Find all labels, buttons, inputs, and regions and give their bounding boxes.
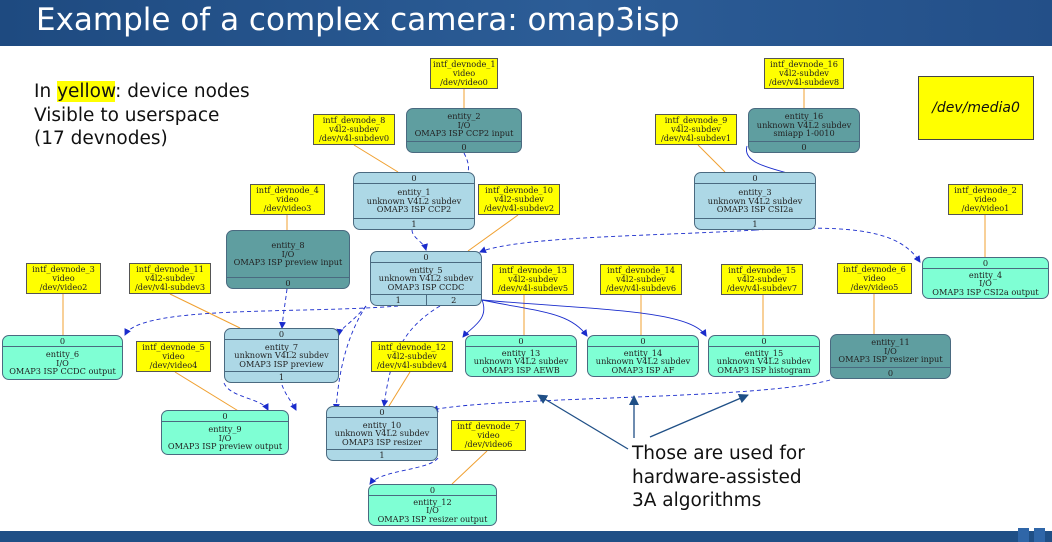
interface-label: /dev/v4l-subdev7 — [726, 283, 798, 293]
input-pads — [709, 336, 819, 347]
interface-label: intf_devnode_14 — [607, 265, 675, 275]
interface-node-intf9 — [655, 114, 737, 145]
interface-label: intf_devnode_5 — [142, 342, 205, 352]
entity-label: I/O — [979, 278, 992, 289]
interface-label: /dev/v4l-subdev1 — [660, 133, 732, 143]
interface-label: v4l2-subdev — [329, 124, 379, 134]
interface-label: intf_devnode_8 — [322, 115, 386, 125]
input-pads — [3, 336, 122, 347]
interface-label: intf_devnode_16 — [770, 59, 838, 69]
entity-label: OMAP3 ISP AF — [611, 364, 675, 375]
pad-label: 1 — [752, 219, 758, 229]
bottom-bar — [0, 531, 1052, 542]
intf-link — [354, 145, 398, 172]
data-link — [282, 385, 296, 410]
entity-body — [371, 263, 481, 294]
entity-label: OMAP3 ISP histogram — [717, 364, 811, 375]
interface-label: /dev/video5 — [850, 282, 899, 292]
pad-label: 0 — [640, 336, 646, 346]
intf-link — [389, 372, 410, 406]
interface-node-intf11 — [129, 263, 211, 294]
interface-label: intf_devnode_11 — [136, 264, 204, 274]
interface-node-intf15 — [721, 264, 803, 295]
pad-label: 0 — [887, 368, 894, 378]
pad-label: 0 — [222, 411, 228, 421]
interface-label: /dev/video4 — [149, 360, 198, 370]
entity-body — [831, 335, 950, 367]
interface-label: /dev/v4l-subdev2 — [483, 203, 555, 213]
output-pads — [354, 218, 474, 229]
intf-link — [452, 451, 487, 484]
interface-label: /dev/video1 — [961, 203, 1010, 213]
interface-node-intf6 — [837, 263, 912, 294]
pad-label: 0 — [429, 485, 436, 495]
interface-label: intf_devnode_4 — [256, 185, 319, 195]
interface-node-intf10 — [478, 184, 560, 215]
input-pads — [354, 173, 474, 184]
entity-label: OMAP3 ISP resizer input — [838, 354, 943, 365]
entity-body — [709, 347, 819, 376]
entity-body — [749, 109, 859, 141]
entity-body — [162, 422, 288, 454]
interface-label: v4l2-subdev — [494, 194, 544, 204]
interface-label: /dev/video3 — [263, 203, 312, 213]
input-pads — [466, 336, 576, 347]
entity-label: OMAP3 ISP preview input — [233, 257, 343, 268]
interface-label: v4l2-subdev — [508, 274, 558, 284]
interface-node-intf16 — [764, 58, 844, 89]
interface-label: intf_devnode_10 — [485, 185, 553, 195]
interface-label: intf_devnode_9 — [664, 115, 728, 125]
entity-node-e9 — [161, 410, 289, 455]
interface-node-intf7 — [451, 420, 526, 451]
intf-link — [468, 215, 518, 251]
entity-label: unknown V4L2 subdev — [756, 119, 852, 130]
pad-label: 0 — [285, 278, 291, 288]
intf-link — [170, 294, 240, 328]
interface-label: video — [276, 194, 299, 204]
annotation-text — [632, 442, 805, 513]
entity-node-e13 — [465, 335, 577, 377]
entity-label: OMAP3 ISP CSI2a output — [932, 286, 1039, 297]
interface-label: /dev/video0 — [440, 77, 488, 87]
entity-node-e15 — [708, 335, 820, 377]
entity-label: unknown V4L2 subdev — [366, 195, 462, 206]
pad-label: 0 — [278, 329, 285, 339]
interface-label: video — [477, 430, 500, 440]
entity-body — [354, 184, 474, 218]
entity-label: entity_6 — [45, 349, 80, 360]
interface-label: intf_devnode_12 — [378, 342, 446, 352]
media-device-node: /dev/media0 — [918, 76, 1034, 140]
entity-label: OMAP3 ISP preview output — [167, 441, 283, 452]
pad-label: 0 — [752, 173, 758, 183]
data-link — [282, 289, 287, 328]
output-pads — [407, 141, 521, 152]
input-pads — [327, 407, 437, 418]
entity-node-e4 — [922, 257, 1049, 299]
interface-label: v4l2-subdev — [779, 68, 829, 78]
input-pads — [695, 173, 815, 184]
annotation-arrows — [538, 395, 748, 449]
pad-label: 1 — [379, 450, 385, 460]
interface-node-intf8 — [313, 114, 395, 145]
entity-node-e5 — [370, 251, 482, 306]
entity-body — [588, 347, 698, 376]
interface-label: intf_devnode_2 — [954, 185, 1017, 195]
output-pads — [831, 367, 950, 378]
data-link — [482, 300, 706, 336]
entity-label: entity_13 — [501, 347, 541, 358]
input-pads — [371, 252, 481, 263]
interface-label: video — [52, 273, 75, 283]
input-pads — [162, 411, 288, 422]
entity-label: OMAP3 ISP resizer output — [377, 513, 488, 524]
interface-label: /dev/v4l-subdev4 — [376, 360, 448, 370]
input-pads — [923, 258, 1048, 269]
entity-node-e14 — [587, 335, 699, 377]
entity-label: entity_7 — [264, 341, 299, 352]
annotation-arrow — [538, 395, 628, 449]
interface-label: intf_devnode_6 — [843, 264, 906, 274]
entity-node-e6 — [2, 335, 123, 380]
interface-label: /dev/v4l-subdev3 — [134, 282, 206, 292]
entity-body — [466, 347, 576, 376]
entity-label: unknown V4L2 subdev — [234, 350, 329, 361]
input-pads — [369, 485, 496, 496]
entity-node-e16 — [748, 108, 860, 153]
interface-node-intf5 — [136, 341, 211, 372]
entity-label: I/O — [426, 505, 439, 516]
entity-node-e7 — [224, 328, 339, 383]
entity-label: I/O — [884, 345, 897, 356]
entity-label: I/O — [281, 248, 295, 259]
entity-node-e11 — [830, 334, 951, 379]
entity-label: entity_8 — [271, 240, 305, 251]
footer-square — [1018, 528, 1029, 542]
pad-label: 0 — [461, 142, 467, 152]
entity-label: I/O — [56, 357, 69, 368]
interface-node-intf13 — [492, 264, 574, 295]
entity-body — [327, 418, 437, 449]
entity-label: OMAP3 ISP CCDC output — [9, 366, 116, 377]
pad-label: 0 — [379, 407, 385, 417]
data-link — [480, 230, 755, 252]
data-link — [339, 306, 366, 335]
data-link — [755, 228, 920, 262]
pad-label: 0 — [411, 173, 417, 183]
interface-label: v4l2-subdev — [387, 351, 437, 361]
intro-line-1: In yellow: device nodes — [34, 81, 250, 102]
pad-label: 0 — [982, 258, 989, 268]
pad-label: 0 — [423, 252, 429, 262]
output-pads — [371, 294, 481, 305]
yellow-highlight: yellow — [57, 81, 116, 102]
entity-label: entity_12 — [413, 496, 452, 507]
entity-node-e3 — [694, 172, 816, 230]
interface-label: /dev/v4l-subdev8 — [768, 77, 840, 87]
interface-label: intf_devnode_1 — [433, 59, 496, 69]
entity-label: entity_1 — [397, 187, 431, 198]
interface-label: /dev/video6 — [464, 439, 513, 449]
data-link — [432, 380, 830, 410]
entity-label: entity_4 — [968, 269, 1003, 280]
pad-label: 2 — [426, 295, 482, 305]
entity-node-e2 — [406, 108, 522, 153]
entity-label: unknown V4L2 subdev — [378, 273, 474, 284]
pad-label: 0 — [801, 142, 807, 152]
data-link — [412, 230, 426, 250]
entity-node-e10 — [326, 406, 438, 461]
entity-label: unknown V4L2 subdev — [334, 428, 430, 439]
interface-label: v4l2-subdev — [737, 274, 787, 284]
annotation-line: hardware-assisted — [632, 466, 802, 488]
interface-label: v4l2-subdev — [145, 273, 195, 283]
entity-node-e1 — [353, 172, 475, 230]
interface-node-intf2 — [948, 184, 1023, 215]
interface-label: video — [863, 273, 886, 283]
interface-node-intf12 — [371, 341, 453, 372]
interface-label: intf_devnode_15 — [728, 265, 796, 275]
output-pads — [327, 449, 437, 460]
entity-label: entity_3 — [738, 187, 772, 198]
entity-label: OMAP3 ISP AEWB — [482, 364, 560, 375]
pad-label: 1 — [395, 295, 401, 305]
input-pads — [225, 329, 338, 340]
entity-body — [407, 109, 521, 141]
interface-label: video — [974, 194, 997, 204]
interface-label: v4l2-subdev — [671, 124, 721, 134]
entity-label: I/O — [218, 432, 232, 443]
entity-label: unknown V4L2 subdev — [716, 356, 812, 367]
interface-node-intf1 — [430, 58, 498, 89]
input-pads — [588, 336, 698, 347]
page-title: Example of a complex camera: omap3isp — [36, 2, 680, 38]
interface-label: v4l2-subdev — [616, 274, 666, 284]
interface-label: intf_devnode_7 — [457, 421, 520, 431]
interface-label: /dev/v4l-subdev0 — [318, 133, 390, 143]
interface-label: video — [162, 351, 185, 361]
entity-label: smiapp 1-0010 — [773, 128, 835, 139]
entity-body — [3, 347, 122, 379]
entity-label: entity_9 — [208, 424, 242, 435]
intro-line-2: Visible to userspace — [34, 104, 220, 126]
entity-label: OMAP3 ISP CSI2a — [716, 204, 794, 215]
annotation-line: 3A algorithms — [632, 490, 762, 511]
output-pads — [749, 141, 859, 152]
output-pads — [695, 218, 815, 229]
entity-label: entity_10 — [362, 419, 402, 430]
entity-label: entity_2 — [447, 111, 481, 122]
interface-label: /dev/v4l-subdev6 — [605, 283, 677, 293]
entity-label: unknown V4L2 subdev — [473, 356, 569, 367]
entity-label: OMAP3 ISP CCDC — [387, 281, 465, 292]
entity-label: entity_16 — [784, 111, 824, 122]
intf-link — [698, 145, 725, 172]
entity-body — [923, 269, 1048, 298]
data-link — [370, 458, 438, 484]
entity-node-e8 — [226, 230, 350, 289]
interface-label: intf_devnode_3 — [32, 264, 95, 274]
entity-body — [369, 496, 496, 525]
entity-node-e12 — [368, 484, 497, 526]
entity-label: OMAP3 ISP preview — [239, 358, 324, 369]
interface-node-intf3 — [26, 263, 101, 294]
annotation-arrow — [650, 395, 748, 437]
entity-body — [225, 340, 338, 371]
footer-square — [1034, 528, 1045, 542]
output-pads — [225, 371, 338, 382]
pad-label: 0 — [518, 336, 524, 346]
output-pads — [227, 277, 349, 288]
data-link — [482, 300, 587, 336]
entity-label: entity_14 — [623, 347, 663, 358]
interface-label: /dev/v4l-subdev5 — [497, 283, 569, 293]
interface-label: video — [452, 68, 476, 78]
entity-label: I/O — [457, 119, 471, 130]
entity-label: OMAP3 ISP CCP2 input — [414, 128, 514, 139]
entity-body — [695, 184, 815, 218]
interface-node-intf14 — [600, 264, 682, 295]
pad-label: 0 — [59, 336, 66, 346]
annotation-line: Those are used for — [632, 443, 805, 464]
entity-label: unknown V4L2 subdev — [595, 356, 691, 367]
entity-label: entity_15 — [744, 347, 784, 358]
intro-line-3: (17 devnodes) — [34, 128, 168, 149]
entity-label: entity_11 — [871, 337, 910, 348]
interface-label: intf_devnode_13 — [499, 265, 567, 275]
entity-label: entity_5 — [409, 264, 443, 275]
interface-label: /dev/video2 — [39, 282, 88, 292]
entity-label: unknown V4L2 subdev — [707, 195, 803, 206]
pad-label: 0 — [761, 336, 767, 346]
pad-label: 1 — [411, 219, 417, 229]
intro-text — [34, 80, 250, 151]
entity-body — [227, 231, 349, 277]
entity-label: OMAP3 ISP resizer — [342, 436, 422, 447]
entity-label: OMAP3 ISP CCP2 — [376, 204, 452, 215]
pad-label: 1 — [278, 372, 285, 382]
interface-node-intf4 — [250, 184, 325, 215]
